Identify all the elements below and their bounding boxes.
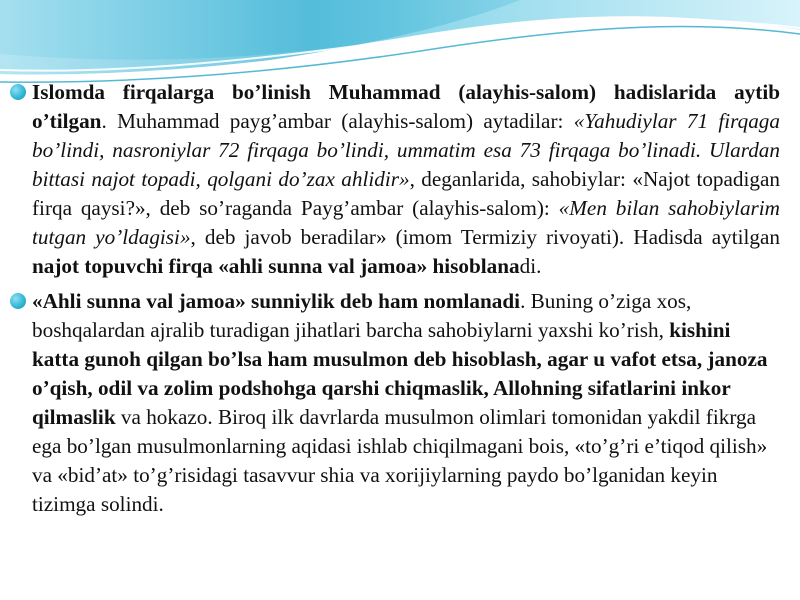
paragraph-sunni	[10, 287, 780, 519]
circle-bullet-icon	[10, 293, 26, 309]
circle-bullet-icon	[10, 84, 26, 100]
body-text: , deb javob beradilar» (imom Termiziy rivoyati). Hadisda aytilgan	[190, 225, 781, 249]
body-text: va hokazo. Biroq ilk davrlarda musulmon olimlari tomonidan yakdil fikrga ega bo’lgan musulmonlarning aqidasi ishlab chiqilmagani bois, «to’g’ri e’tiqod qilish» va «bid’at» to’g’risidagi tasavvur shia va xorijiylarning paydo bo’lganidan keyin tizimga solindi.	[32, 405, 768, 516]
bold-text: «Ahli sunna val jamoa» sunniylik deb ham nomlanadi	[32, 289, 521, 313]
body-text: . Muhammad payg’ambar (alayhis-salom) aytadilar:	[101, 109, 574, 133]
bold-text: kishini katta gunoh qilgan bo’lsa ham musulmon deb hisoblash, agar u vafot etsa, janoza o’qish, odil va zolim podshohga qarshi chiqmaslik, Allohning sifatlarini inkor qilmaslik	[32, 318, 768, 429]
quote-text: «Men bilan sahobiylarim tutgan yo’ldagisi»	[32, 196, 780, 249]
slide-content	[10, 78, 780, 519]
body-text: . Buning o’ziga xos, boshqalardan ajralib turadigan jihatlari barcha sahobiylarni yaxshi ko’rish,	[32, 289, 692, 342]
bold-text: Islomda firqalarga bo’linish Muhammad (alayhis-salom) hadislarida aytib o’tilgan	[32, 80, 780, 133]
paragraph-hadith	[10, 78, 780, 281]
bold-text: najot topuvchi firqa «ahli sunna val jamoa» hisoblana	[32, 254, 520, 278]
body-text: , deganlarida, sahobiylar: «Najot topadigan firqa qaysi?», deb so’raganda Payg’ambar (alayhis-salom):	[32, 167, 780, 220]
quote-text: «Yahudiylar 71 firqaga bo’lindi, nasroniylar 72 firqaga bo’lindi, ummatim esa 73 firqaga bo’linadi. Ulardan bittasi najot topadi, qolgani do’zax ahlidir»	[32, 109, 780, 191]
body-text: di.	[519, 254, 542, 278]
header-wave-decoration	[0, 0, 800, 90]
wave-front	[0, 0, 520, 74]
